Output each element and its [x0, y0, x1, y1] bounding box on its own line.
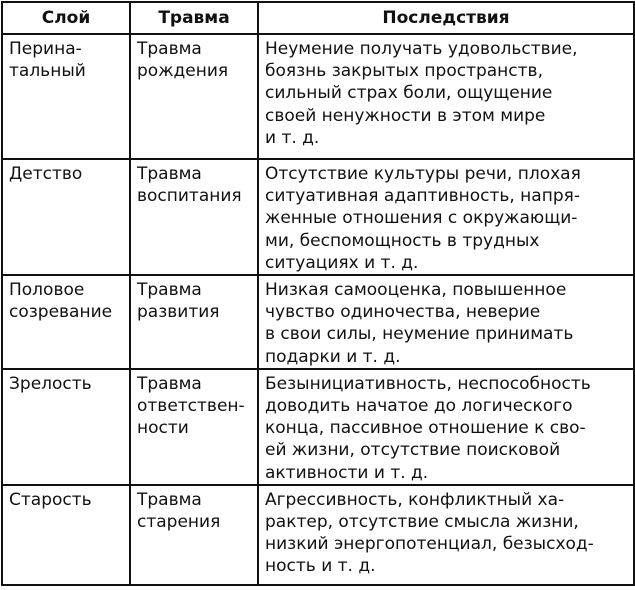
cell-line: воспитания — [137, 186, 242, 207]
table-row — [2, 159, 634, 275]
cell-line: Половое — [9, 280, 85, 301]
cell-line: Травма — [137, 373, 202, 394]
cell-line: тальный — [9, 61, 86, 82]
table-row — [2, 485, 634, 585]
cell-line: женные отношения с окружающи- — [265, 208, 578, 229]
header-row — [2, 2, 634, 34]
header-trauma: Травма — [130, 2, 258, 34]
cell-line: Старость — [9, 489, 92, 510]
cell-line: Отсутствие культуры речи, плохая — [265, 164, 581, 184]
trauma-cell — [130, 369, 258, 485]
cell-line: ности — [137, 418, 189, 439]
cell-line: ситуативная адаптивность, напря- — [265, 186, 580, 207]
cell-line: рактер, отсутствие смысла жизни, — [265, 512, 579, 533]
cell-line: в свои силы, неумение принимать — [265, 324, 574, 345]
cell-line: Низкая самооценка, повышенное — [265, 280, 567, 301]
layer-cell — [2, 275, 130, 369]
cell-line: активности и т. д. — [265, 462, 429, 483]
table-row — [2, 34, 634, 159]
cell-line: Травма — [137, 280, 202, 301]
cell-line: подарки и т. д. — [265, 346, 401, 367]
cell-line: Травма — [137, 39, 202, 59]
cell-line: своей ненужности в этом мире — [265, 105, 546, 126]
cell-line: ответствен- — [137, 396, 245, 417]
cell-line: Детство — [9, 164, 83, 184]
cell-line: ситуациях и т. д. — [265, 252, 419, 273]
consequences-cell — [258, 159, 634, 275]
table-row — [2, 275, 634, 369]
cell-line: Травма — [137, 489, 202, 510]
cell-line: развития — [137, 302, 220, 323]
consequences-cell — [258, 485, 634, 585]
trauma-cell — [130, 34, 258, 159]
layer-cell — [2, 159, 130, 275]
trauma-table — [1, 1, 635, 586]
cell-line: старения — [137, 512, 221, 533]
layer-cell — [2, 34, 130, 159]
cell-line: ность и т. д. — [265, 556, 376, 577]
trauma-cell — [130, 275, 258, 369]
consequences-cell — [258, 369, 634, 485]
header-layer: Слой — [2, 2, 130, 34]
consequences-cell — [258, 34, 634, 159]
cell-line: низкий энергопотенциал, безысход- — [265, 534, 594, 555]
layer-cell — [2, 485, 130, 585]
trauma-cell — [130, 485, 258, 585]
cell-line: Безынициативность, неспособность — [265, 373, 591, 394]
trauma-cell — [130, 159, 258, 275]
cell-line: сильный страх боли, ощущение — [265, 83, 553, 104]
cell-line: ми, беспомощность в трудных — [265, 230, 540, 251]
cell-line: ей жизни, отсутствие поисковой — [265, 440, 561, 461]
table-row — [2, 369, 634, 485]
cell-line: Травма — [137, 164, 202, 184]
layer-cell — [2, 369, 130, 485]
cell-line: конца, пассивное отношение к сво- — [265, 418, 586, 439]
cell-line: чувство одиночества, неверие — [265, 302, 541, 323]
cell-line: Агрессивность, конфликтный ха- — [265, 489, 565, 510]
header-consequences: Последствия — [258, 2, 634, 34]
cell-line: Зрелость — [9, 373, 92, 394]
cell-line: созревание — [9, 302, 113, 323]
cell-line: Перина- — [9, 39, 82, 59]
cell-line: рождения — [137, 61, 229, 82]
cell-line: доводить начатое до логического — [265, 396, 573, 417]
consequences-cell — [258, 275, 634, 369]
cell-line: и т. д. — [265, 127, 320, 148]
cell-line: боязнь закрытых пространств, — [265, 61, 543, 82]
cell-line: Неумение получать удовольствие, — [265, 39, 578, 59]
